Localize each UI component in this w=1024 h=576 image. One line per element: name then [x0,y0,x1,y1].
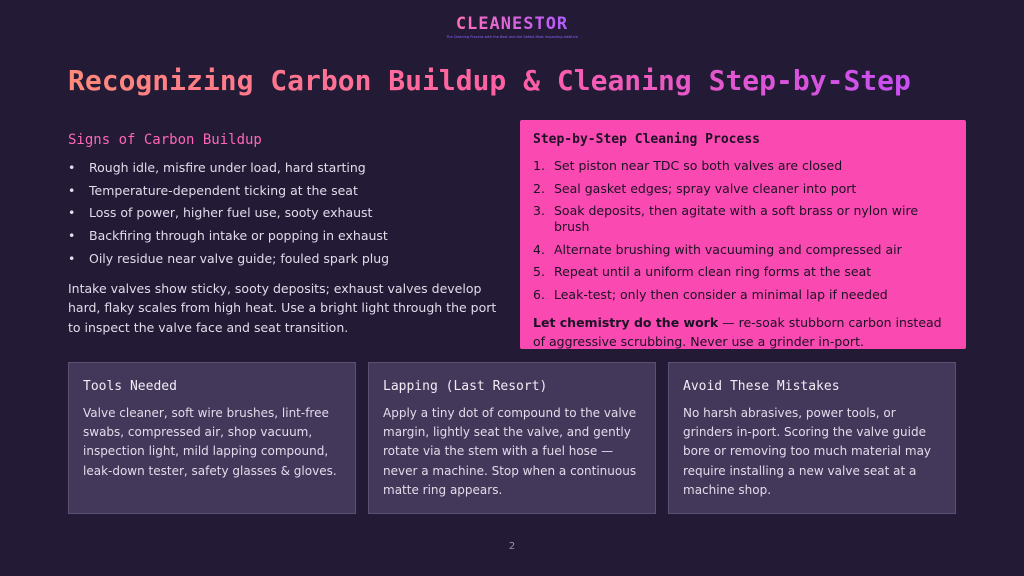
step-number: 3. [533,203,545,219]
list-item [68,183,508,199]
list-item-text: Oily residue near valve guide; fouled spark plug [89,250,390,266]
step-item [533,181,953,197]
card-avoid-mistakes [668,362,956,514]
step-number: 5. [533,264,545,280]
step-number: 1. [533,158,545,173]
list-item [68,205,508,221]
card-title: Tools Needed [83,379,177,394]
page-title: Recognizing Carbon Buildup & Cleaning Step-by-Step [68,64,968,97]
step-text: Seal gasket edges; spray valve cleaner into port [554,180,857,196]
bullet-icon: • [68,205,76,221]
step-item [533,287,953,303]
list-item-text: Rough idle, misfire under load, hard starting [89,160,366,175]
signs-heading: Signs of Carbon Buildup [68,132,262,148]
card-title: Lapping (Last Resort) [383,379,548,394]
bullet-icon: • [68,160,76,175]
bullet-icon: • [68,182,76,198]
list-item [68,228,508,244]
step-text: Alternate brushing with vacuuming and compressed air [554,241,902,257]
step-text: Leak-test; only then consider a minimal lap if needed [554,286,888,302]
page-number: 2 [508,541,516,552]
list-item [68,251,508,267]
list-item-text: Loss of power, higher fuel use, sooty exhaust [89,205,373,221]
process-note-bold: Let chemistry do the work [533,314,719,330]
step-number: 4. [533,241,545,257]
list-item-text: Temperature-dependent ticking at the seat [89,182,358,198]
brand-tagline: The Cleaning Process with the Best and the Safest Most Impacting Additive [446,35,578,39]
card-lapping [368,362,656,514]
card-text: Valve cleaner, soft wire brushes, lint-free swabs, compressed air, shop vacuum, inspection light, mild lapping compound, leak-down tester, safety glasses & gloves. [83,406,337,478]
list-item-text: Backfiring through intake or popping in exhaust [89,228,388,244]
process-heading: Step-by-Step Cleaning Process [533,132,760,147]
process-note-text: — re-soak stubborn carbon instead of aggressive scrubbing. Never use a grinder in-port. [533,314,942,349]
signs-paragraph: Intake valves show sticky, sooty deposits; exhaust valves develop hard, flaky scales from high heat. Use a bright light through the port to inspect the valve face and seat transition. [68,280,497,335]
card-text: Apply a tiny dot of compound to the valve margin, lightly seat the valve, and gently rotate via the stem with a fuel hose — never a machine. Stop when a continuous matte ring appears. [383,406,637,497]
step-number: 2. [533,180,545,196]
cleaning-process-box [520,120,966,349]
card-text: No harsh abrasives, power tools, or grinders in-port. Scoring the valve guide bore or removing too much material may require installing a new valve seat at a machine shop. [683,406,932,497]
step-item [533,264,953,280]
step-item [533,203,953,235]
signs-list [68,160,508,267]
bullet-icon: • [68,250,76,266]
step-item [533,158,953,174]
step-item [533,242,953,258]
step-number: 6. [533,286,545,302]
step-text: Soak deposits, then agitate with a soft brass or nylon wire brush [554,203,919,235]
brand-logo [0,14,1024,39]
list-item [68,160,508,176]
card-title: Avoid These Mistakes [683,379,840,394]
process-note [533,313,953,351]
step-text: Set piston near TDC so both valves are closed [554,158,843,173]
process-steps [533,158,953,303]
signs-section [68,132,508,337]
brand-name: CLEANESTOR [455,14,569,34]
card-tools-needed [68,362,356,514]
bullet-icon: • [68,228,76,244]
step-text: Repeat until a uniform clean ring forms at the seat [554,264,872,280]
